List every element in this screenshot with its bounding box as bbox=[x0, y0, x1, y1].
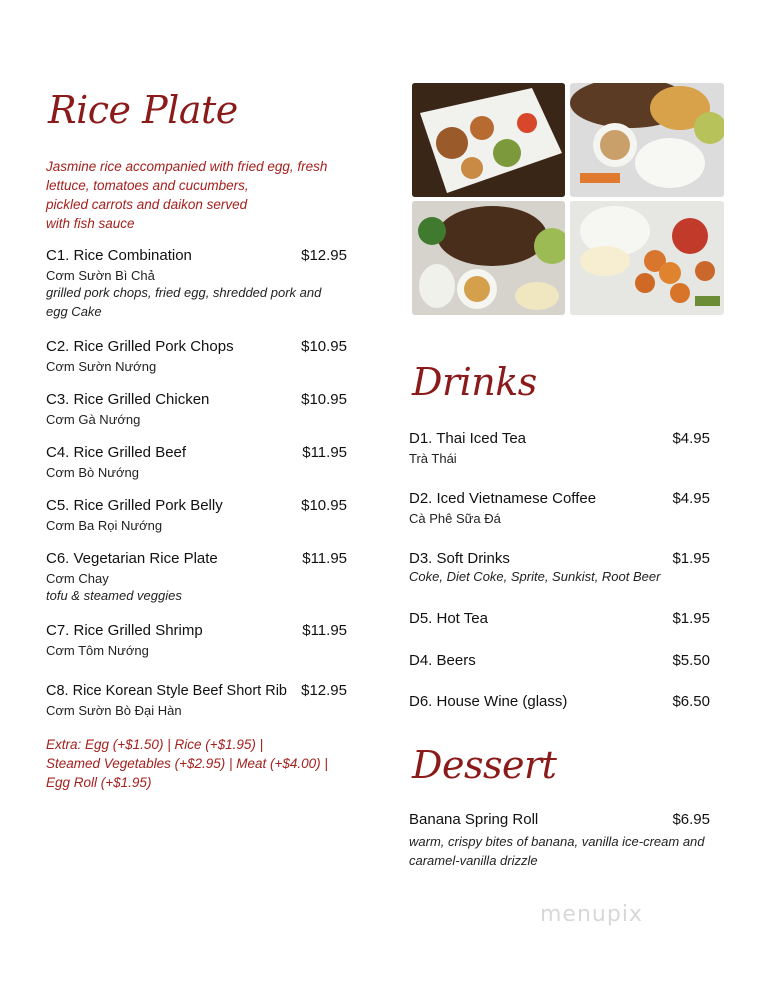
item-viet-name: Cà Phê Sữa Đá bbox=[409, 511, 501, 526]
item-name: D1. Thai Iced Tea bbox=[409, 430, 527, 447]
food-photo-pork-chop-plate bbox=[570, 83, 724, 197]
item-name: C5. Rice Grilled Pork Belly bbox=[46, 497, 223, 514]
dessert-title: Dessert bbox=[412, 743, 557, 787]
item-viet-name: Cơm Sườn Bò Đại Hàn bbox=[46, 703, 182, 718]
menupix-watermark: menupix bbox=[540, 902, 643, 927]
item-price: $10.95 bbox=[301, 497, 347, 514]
menu-item-c4 bbox=[46, 444, 347, 480]
item-name: C8. Rice Korean Style Beef Short Rib bbox=[46, 683, 287, 699]
item-viet-name: Cơm Tôm Nướng bbox=[46, 643, 149, 658]
food-photo-grilled-beef-plate bbox=[412, 201, 565, 315]
rice-plate-title: Rice Plate bbox=[48, 88, 238, 132]
menu-item-d4 bbox=[409, 652, 710, 669]
item-note: warm, crispy bites of banana, vanilla ice-cream and bbox=[409, 834, 705, 849]
menu-item-c5 bbox=[46, 497, 347, 533]
food-photo-combo-platter bbox=[412, 83, 565, 197]
item-price: $4.95 bbox=[672, 490, 710, 507]
item-note: grilled pork chops, fried egg, shredded pork and bbox=[46, 285, 322, 300]
item-note: Coke, Diet Coke, Sprite, Sunkist, Root Beer bbox=[409, 569, 661, 584]
item-name: Banana Spring Roll bbox=[409, 811, 539, 828]
rice-plate-description bbox=[46, 157, 366, 233]
menu-item-d6 bbox=[409, 693, 710, 710]
description-line: pickled carrots and daikon served bbox=[46, 197, 248, 212]
item-price: $12.95 bbox=[301, 247, 347, 264]
menu-item-c2 bbox=[46, 338, 347, 374]
item-note: caramel-vanilla drizzle bbox=[409, 853, 538, 868]
item-price: $11.95 bbox=[302, 550, 347, 567]
item-viet-name: Cơm Bò Nướng bbox=[46, 465, 139, 480]
extras-line: Egg Roll (+$1.95) bbox=[46, 775, 152, 790]
item-price: $1.95 bbox=[672, 610, 710, 627]
item-note: tofu & steamed veggies bbox=[46, 588, 182, 603]
description-line: with fish sauce bbox=[46, 216, 135, 231]
item-name: C4. Rice Grilled Beef bbox=[46, 444, 187, 461]
item-name: D5. Hot Tea bbox=[409, 610, 488, 627]
item-name: D4. Beers bbox=[409, 652, 476, 669]
item-price: $6.95 bbox=[672, 811, 710, 828]
item-name: C3. Rice Grilled Chicken bbox=[46, 391, 210, 408]
item-viet-name: Trà Thái bbox=[409, 451, 457, 466]
item-price: $6.50 bbox=[672, 693, 710, 710]
item-viet-name: Cơm Ba Rọi Nướng bbox=[46, 518, 163, 533]
item-price: $10.95 bbox=[301, 391, 347, 408]
item-note: egg Cake bbox=[46, 304, 102, 319]
menu-item-c8 bbox=[46, 682, 347, 718]
menu-item-d5 bbox=[409, 610, 710, 627]
food-photo-collage bbox=[412, 83, 724, 315]
item-price: $11.95 bbox=[302, 444, 347, 461]
item-viet-name: Cơm Sườn Bì Chả bbox=[46, 268, 155, 283]
item-name: C6. Vegetarian Rice Plate bbox=[46, 550, 218, 567]
menu-item-banana-spring-roll bbox=[409, 811, 710, 870]
item-price: $12.95 bbox=[301, 682, 347, 699]
extras-note bbox=[46, 735, 366, 792]
item-price: $10.95 bbox=[301, 338, 347, 355]
extras-line: Extra: Egg (+$1.50) | Rice (+$1.95) | bbox=[46, 737, 264, 752]
item-viet-name: Cơm Chay bbox=[46, 571, 109, 586]
drinks-title: Drinks bbox=[412, 360, 537, 404]
item-price: $5.50 bbox=[672, 652, 710, 669]
menu-item-c6 bbox=[46, 550, 347, 605]
item-price: $4.95 bbox=[672, 430, 710, 447]
item-price: $11.95 bbox=[302, 622, 347, 639]
item-name: C7. Rice Grilled Shrimp bbox=[46, 622, 203, 639]
menu-item-d3 bbox=[409, 550, 710, 586]
menu-item-d1 bbox=[409, 430, 710, 466]
food-photo-grilled-shrimp-plate bbox=[570, 201, 724, 315]
item-price: $1.95 bbox=[672, 550, 710, 567]
item-name: C1. Rice Combination bbox=[46, 247, 192, 264]
menu-item-d2 bbox=[409, 490, 710, 526]
menu-item-c7 bbox=[46, 622, 347, 658]
description-line: lettuce, tomatoes and cucumbers, bbox=[46, 178, 249, 193]
menu-item-c1 bbox=[46, 247, 347, 321]
item-name: D2. Iced Vietnamese Coffee bbox=[409, 490, 597, 507]
item-name: D6. House Wine (glass) bbox=[409, 693, 568, 710]
description-line: Jasmine rice accompanied with fried egg, fresh bbox=[46, 159, 328, 174]
item-viet-name: Cơm Gà Nướng bbox=[46, 412, 141, 427]
item-name: C2. Rice Grilled Pork Chops bbox=[46, 338, 234, 355]
item-name: D3. Soft Drinks bbox=[409, 550, 510, 567]
item-viet-name: Cơm Sườn Nướng bbox=[46, 359, 157, 374]
menu-item-c3 bbox=[46, 391, 347, 427]
extras-line: Steamed Vegetables (+$2.95) | Meat (+$4.00) | bbox=[46, 756, 328, 771]
